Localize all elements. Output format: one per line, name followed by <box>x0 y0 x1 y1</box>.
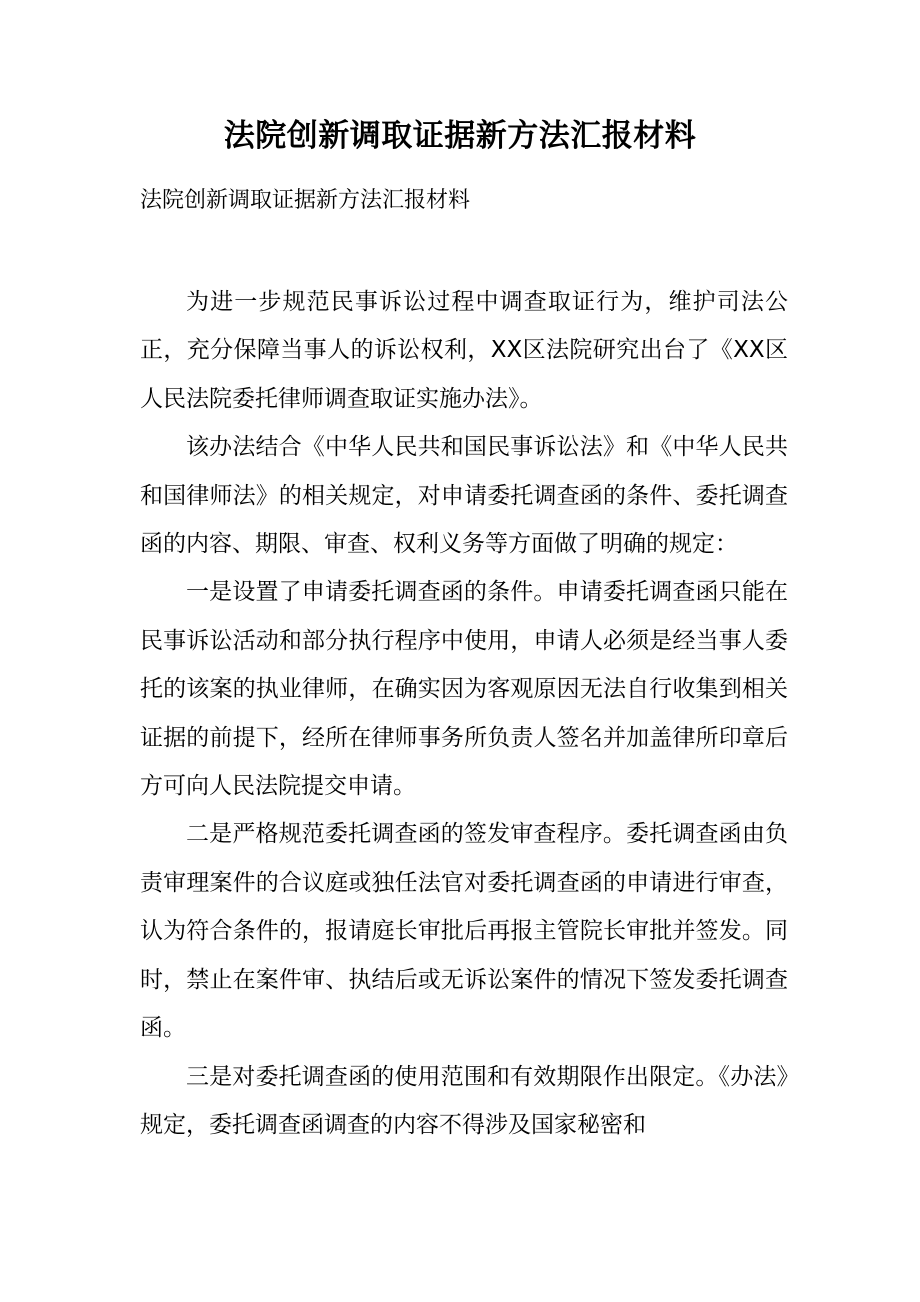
document-subtitle: 法院创新调取证据新方法汇报材料 <box>140 188 471 213</box>
paragraph-overview: 该办法结合《中华人民共和国民事诉讼法》和《中华人民共和国律师法》的相关规定，对申请委托调查函的条件、委托调查函的内容、期限、审查、权利义务等方面做了明确的规定： <box>140 434 788 558</box>
paragraph-point-two: 二是严格规范委托调查函的签发审查程序。委托调查函由负责审理案件的合议庭或独任法官对委托调查函的申请进行审查，认为符合条件的，报请庭长审批后再报主管院长审批并签发。同时，禁止在案件审、执结后或无诉讼案件的情况下签发委托调查函。 <box>140 821 788 1042</box>
paragraph-point-three: 三是对委托调查函的使用范围和有效期限作出限定。《办法》规定，委托调查函调查的内容不得涉及国家秘密和 <box>140 1063 788 1138</box>
paragraph-point-one: 一是设置了申请委托调查函的条件。申请委托调查函只能在民事诉讼活动和部分执行程序中使用，申请人必须是经当事人委托的该案的执业律师，在确实因为客观原因无法自行收集到相关证据的前提下，经所在律师事务所负责人签名并加盖律所印章后方可向人民法院提交申请。 <box>140 579 788 800</box>
paragraph-intro: 为进一步规范民事诉讼过程中调查取证行为，维护司法公正，充分保障当事人的诉讼权利，XX区法院研究出台了《XX区人民法院委托律师调查取证实施办法》。 <box>140 289 788 412</box>
document-title: 法院创新调取证据新方法汇报材料 <box>223 118 697 154</box>
document-body <box>140 278 788 1149</box>
